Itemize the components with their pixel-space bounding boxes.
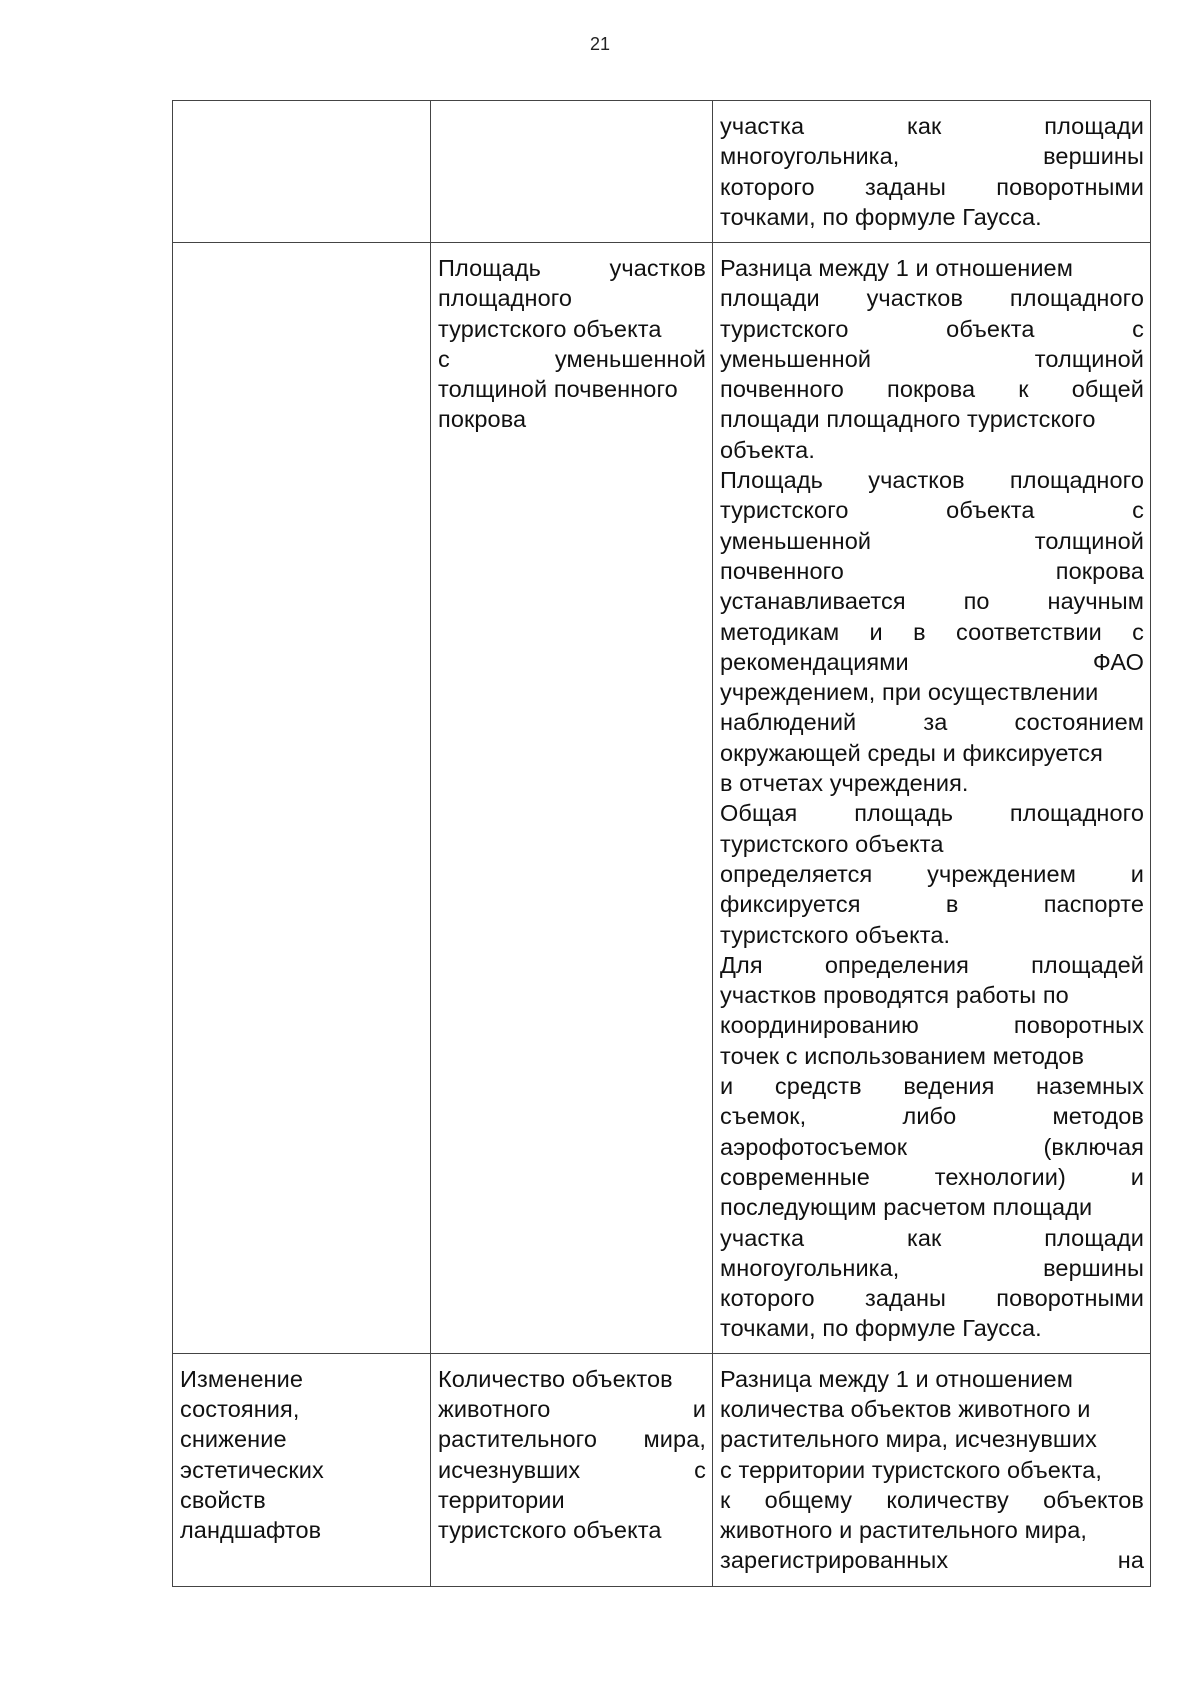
text-line: участка как площади bbox=[720, 1224, 1144, 1251]
text-line: туристского объекта. bbox=[720, 921, 951, 948]
text-line: растительного мира, bbox=[438, 1426, 706, 1453]
text-line: участка как площади bbox=[720, 113, 1144, 139]
text-line: современные технологии) и bbox=[720, 1163, 1144, 1190]
text-line: рекомендациями ФАО bbox=[720, 648, 1144, 675]
indicator-cell bbox=[431, 1353, 713, 1586]
text-line: с уменьшенной bbox=[438, 345, 706, 372]
text-line: количества объектов животного и bbox=[720, 1395, 1091, 1422]
text-line: уменьшенной толщиной bbox=[720, 345, 1144, 372]
text-line: в отчетах учреждения. bbox=[720, 770, 969, 797]
text-line: ландшафтов bbox=[180, 1517, 322, 1544]
text-line: Разница между 1 и отношением bbox=[720, 1365, 1073, 1392]
text-line: покрова bbox=[438, 406, 527, 433]
page-number: 21 bbox=[589, 34, 611, 54]
text-line: с территории туристского объекта, bbox=[720, 1456, 1102, 1483]
indicator-cell bbox=[431, 101, 713, 243]
text-line: участков проводятся работы по bbox=[720, 982, 1069, 1009]
table-row bbox=[173, 101, 1151, 243]
text-line: Для определения площадей bbox=[720, 951, 1144, 978]
text-line: животного и bbox=[438, 1395, 706, 1422]
text-line: туристского объекта bbox=[438, 1517, 662, 1544]
text-line: определяется учреждением и bbox=[720, 860, 1144, 887]
text-line: снижение bbox=[180, 1426, 287, 1453]
text-line: почвенного покрова к общей bbox=[720, 376, 1144, 403]
text-line: туристского объекта bbox=[438, 315, 662, 342]
text-line: точками, по формуле Гаусса. bbox=[720, 203, 1042, 230]
text-line: которого заданы поворотными bbox=[720, 173, 1144, 200]
text-line: окружающей среды и фиксируется bbox=[720, 739, 1103, 766]
text-line: площади участков площадного bbox=[720, 285, 1144, 312]
text-line: эстетических bbox=[180, 1456, 324, 1483]
text-line: последующим расчетом площади bbox=[720, 1194, 1093, 1221]
text-line: съемок, либо методов bbox=[720, 1103, 1144, 1130]
text-line: объекта. bbox=[720, 436, 815, 463]
text-line: животного и растительного мира, bbox=[720, 1517, 1088, 1544]
text-line: Изменение bbox=[180, 1365, 304, 1392]
text-line: учреждением, при осуществлении bbox=[720, 679, 1099, 706]
text-line: растительного мира, исчезнувших bbox=[720, 1426, 1097, 1453]
text-line: Площадь участков площадного bbox=[720, 467, 1144, 494]
text-line: толщиной почвенного bbox=[438, 376, 678, 403]
text-line: и средств ведения наземных bbox=[720, 1073, 1144, 1100]
text-line: площадного bbox=[438, 285, 573, 312]
text-line: туристского объекта bbox=[720, 830, 944, 857]
method-cell bbox=[713, 243, 1151, 1354]
text-line: многоугольника, вершины bbox=[720, 143, 1144, 170]
text-line: аэрофотосъемок (включая bbox=[720, 1133, 1144, 1160]
text-line: многоугольника, вершины bbox=[720, 1254, 1144, 1281]
text-line: которого заданы поворотными bbox=[720, 1285, 1144, 1312]
text-line: фиксируется в паспорте bbox=[720, 891, 1144, 918]
criterion-cell bbox=[173, 101, 431, 243]
text-line: к общему количеству объектов bbox=[720, 1486, 1144, 1513]
text-line: Разница между 1 и отношением bbox=[720, 255, 1073, 281]
indicator-table bbox=[172, 100, 1151, 1587]
text-line: устанавливается по научным bbox=[720, 588, 1144, 615]
text-line: туристского объекта с bbox=[720, 315, 1144, 342]
text-line: почвенного покрова bbox=[720, 557, 1144, 584]
text-line: координированию поворотных bbox=[720, 1012, 1144, 1039]
text-line: Площадь участков bbox=[438, 255, 706, 281]
text-line: территории bbox=[438, 1486, 565, 1513]
text-line: состояния, bbox=[180, 1395, 300, 1422]
text-line: точками, по формуле Гаусса. bbox=[720, 1315, 1042, 1342]
text-line: туристского объекта с bbox=[720, 497, 1144, 524]
text-line: исчезнувших с bbox=[438, 1456, 706, 1483]
method-cell bbox=[713, 101, 1151, 243]
method-cell bbox=[713, 1353, 1151, 1586]
criterion-cell bbox=[173, 243, 431, 1354]
text-line: точек с использованием методов bbox=[720, 1042, 1085, 1069]
text-line: уменьшенной толщиной bbox=[720, 527, 1144, 554]
text-line: площади площадного туристского bbox=[720, 406, 1096, 433]
text-line: методикам и в соответствии с bbox=[720, 618, 1144, 645]
criterion-cell bbox=[173, 1353, 431, 1586]
text-line: наблюдений за состоянием bbox=[720, 709, 1144, 736]
text-line: Общая площадь площадного bbox=[720, 800, 1144, 827]
text-line: свойств bbox=[180, 1486, 266, 1513]
text-line: Количество объектов bbox=[438, 1365, 673, 1392]
table-row bbox=[173, 243, 1151, 1354]
indicator-cell bbox=[431, 243, 713, 1354]
text-line: зарегистрированных на bbox=[720, 1547, 1144, 1574]
table-row bbox=[173, 1353, 1151, 1586]
